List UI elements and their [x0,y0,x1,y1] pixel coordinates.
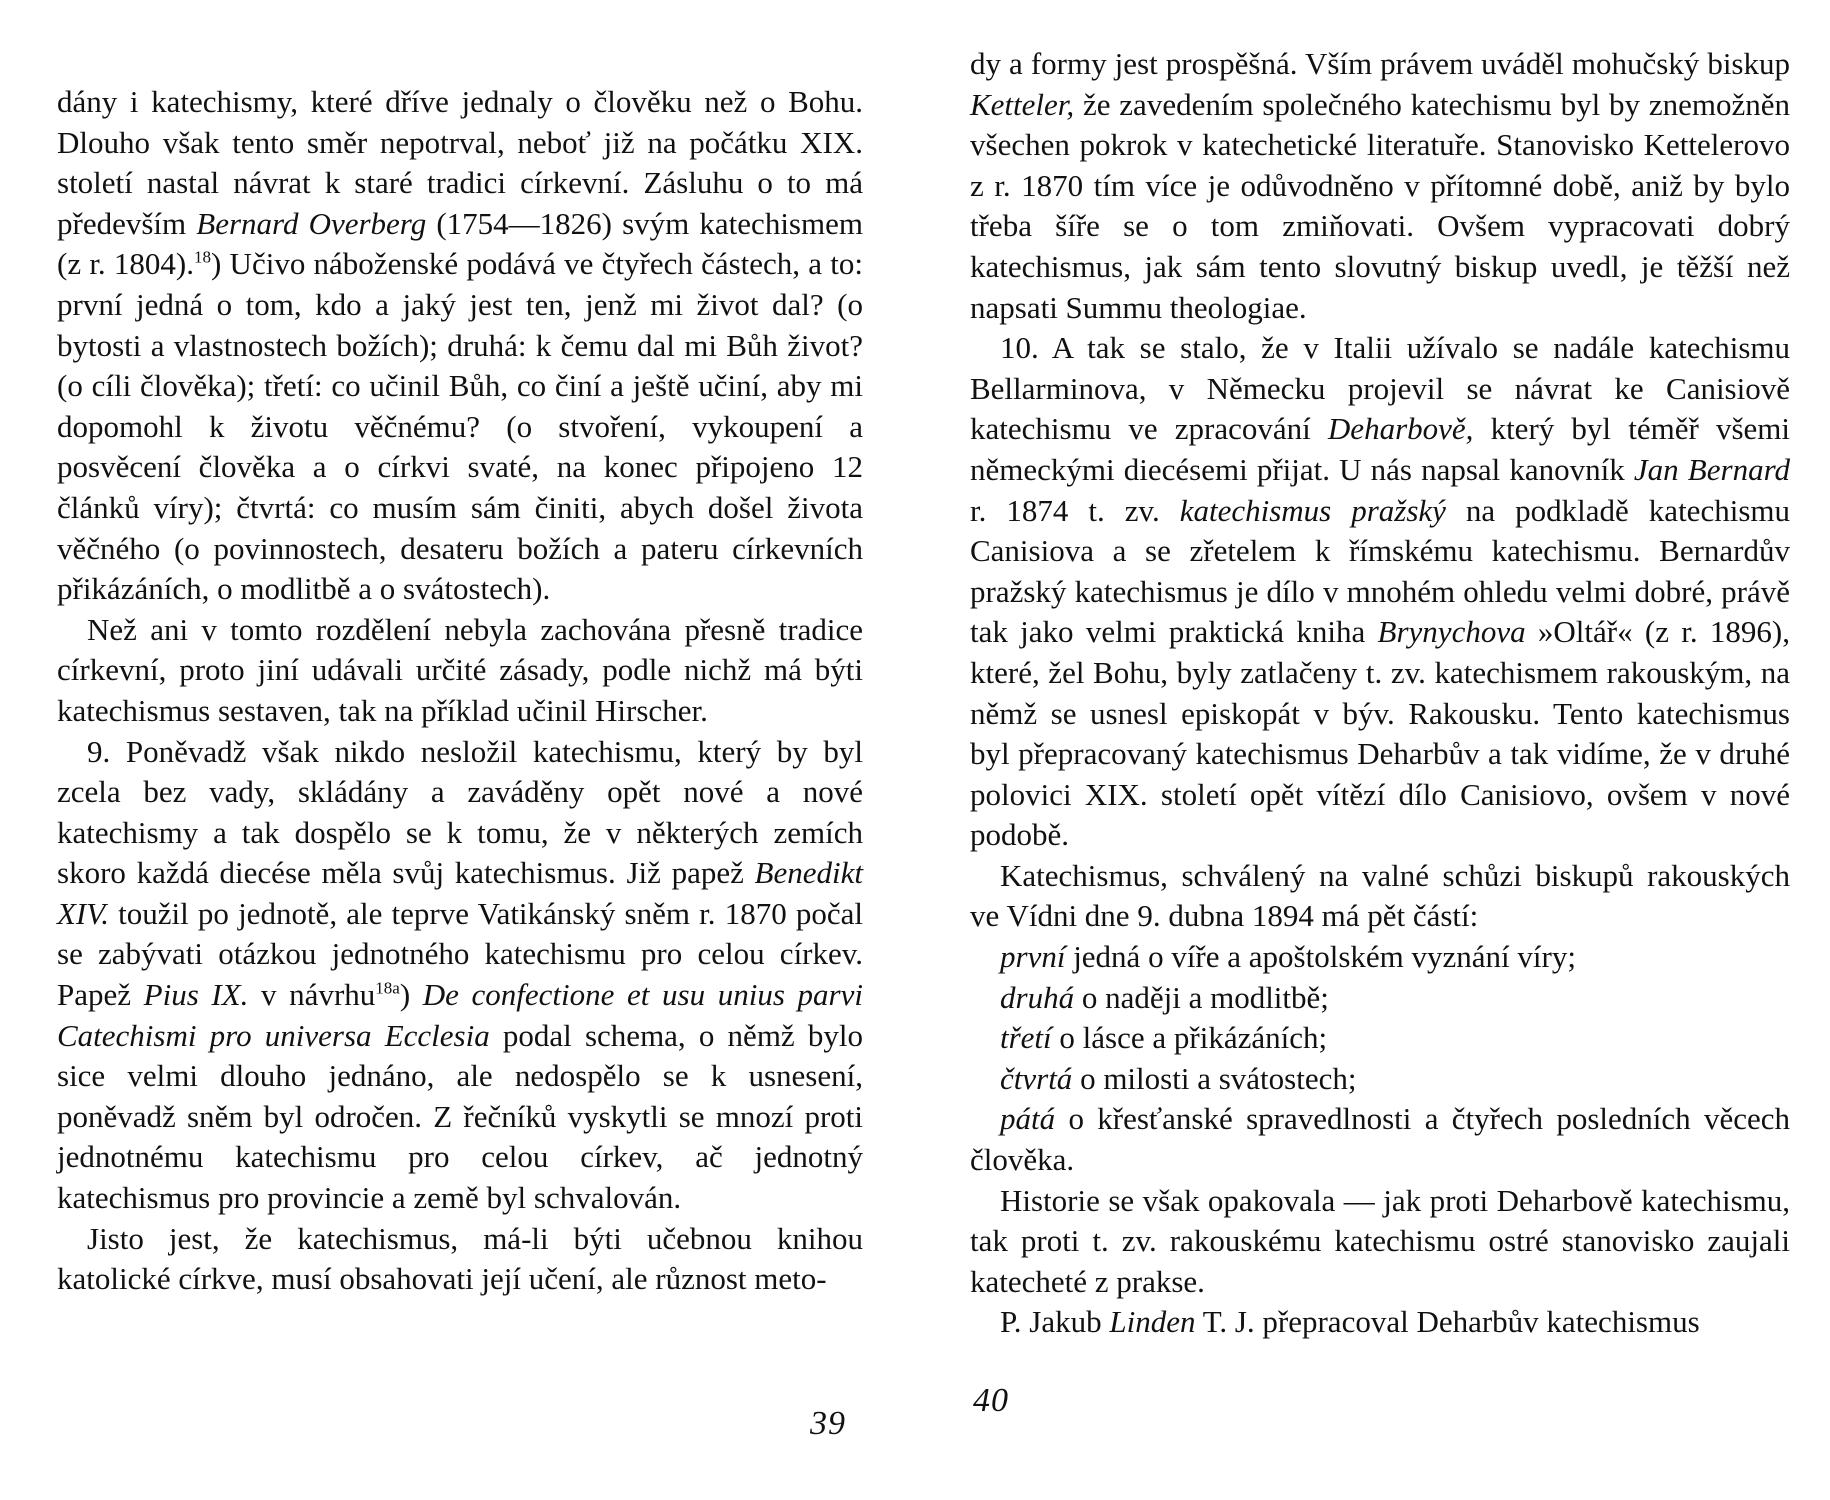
italic-name: Jan Bernard [1633,451,1790,487]
list-item-text: o milosti a svátostech; [1072,1060,1357,1096]
text-run: P. Jakub [1000,1304,1110,1340]
text-run: toužil po jednotě, ale teprve Vatikánský sněm r. 1870 počal se zabývati otázkou jednotného katechismu pro celou církev. Papež [57,895,863,1013]
italic-title: katechismus pražský [1179,492,1446,528]
text-run: »Oltář« (z r. 1896), které, žel Bohu, byly zatlačeny t. zv. katechismem rakouským, na němž se usnesl episkopát v býv. Rakousku. Tento katechismus byl přepracovaný katechismus Deharbův a tak vidíme, že v druhé polovici XIX. století opět vítězí dílo Canisiovo, ovšem v nové podobě. [970,614,1791,853]
text-run: Historie se však opakovala — jak proti Deharbově katechismu, tak proti t. zv. rakouskému katechismu ostré stanovisko zaujali katecheté z prakse. [970,1182,1790,1299]
page-number: 40 [973,1382,1009,1419]
list-item [970,1059,1790,1100]
list-item-text: o naději a modlitbě; [1074,979,1329,1015]
text-run: Než ani v tomto rozdělení nebyla zachována přesně tradice církevní, proto jiní udávali určité zásady, podle nichž má býti katechismus sestaven, tak na příklad učinil Hirscher. [57,611,863,728]
paragraph [970,328,1790,856]
right-page [915,0,1830,1500]
text-run: 10. A tak se stalo, že v Italii užívalo se nadále katechismu Bellarminova, v Německu projevil se návrat ke Canisiově katechismu ve zpracování [970,330,1790,447]
list-item [970,1099,1790,1180]
list-item-ordinal: pátá [1000,1101,1056,1137]
list-item-text: jedná o víře a apoštolském vyznání víry; [1065,939,1576,975]
text-run: na podkladě katechismu Canisiova a se zřetelem k římskému katechismu. Bernardův pražský katechismus je dílo v mnohém ohledu velmi dobré, právě tak jako velmi praktická kniha [970,492,1790,650]
italic-name: Brynychova [1377,614,1526,650]
italic-name: Deharbově, [1327,411,1474,447]
italic-name: Benedikt XIV. [57,855,863,931]
text-run: ) Učivo náboženské podává ve čtyřech částech, a to: první jedná o tom, kdo a jaký jest ten, jenž mi život dal? (o bytosti a vlastnostech božích); druhá: k čemu dal mi Bůh život? (o cíli člověka); třetí: co učinil Bůh, co činí a ještě učiní, aby mi dopomohl k životu věčnému? (o stvoření, vykoupení a posvěcení člověka a o církvi svaté, na konec připojeno 12 článků víry); čtvrtá: co musím sám činiti, abych došel života věčného (o povinnostech, desateru božích a pateru církevních přikázáních, o modlitbě a o svátostech). [57,246,863,607]
paragraph [970,44,1790,328]
text-run: T. J. přepracoval Deharbův katechismus [1195,1304,1700,1340]
footnote-marker: 18 [194,248,211,268]
text-run: podal schema, o němž bylo sice velmi dlouho jednáno, ale nedospělo se k usnesení, poněvadž sněm byl odročen. Z řečníků vyskytli se mnozí proti jednotnému katechismu pro celou církev, ač jednotný katechismus pro provincie a země byl schvalován. [57,1017,863,1216]
text-run: v návrhu [248,977,376,1013]
text-run: ) [399,977,423,1013]
right-page-text-column [970,44,1790,1343]
paragraph [57,732,863,1219]
italic-name: Ketteler, [970,86,1075,122]
list-item-text: o lásce a přikázáních; [1051,1020,1328,1056]
text-run: Jisto jest, že katechismus, má-li býti učebnou knihou katolické církve, musí obsahovati její učení, ale různost meto- [57,1220,863,1297]
list-item-ordinal: druhá [1000,979,1075,1015]
footnote-marker: 18a [375,978,400,998]
text-run: dány i katechismy, které dříve jednaly o člověku než o Bohu. Dlouho však tento směr nepotrval, neboť již na počátku XIX. století nastal návrat k staré tradici církevní. Zásluhu o to má především [57,84,863,241]
paragraph [970,1181,1790,1303]
paragraph [57,610,863,732]
page-number: 39 [810,1405,846,1442]
text-run: (1754—1826) svým katechismem (z r. 1804). [57,205,863,282]
paragraph [970,856,1790,937]
list-item [970,1018,1790,1059]
text-run: který byl téměř všemi německými diecésemi přijat. U nás napsal kanovník [970,411,1790,487]
text-run: že zavedením společného katechismu byl by znemožněn všechen pokrok v katechetické literatuře. Stanovisko Kettelerovo z r. 1870 tím více je odůvodněno v přítomné době, aniž by bylo třeba šíře se o tom zmiňovati. Ovšem vypracovati dobrý katechismus, jak sám tento slovutný biskup uvedl, je těžší než napsati Summu theologiae. [970,86,1790,325]
italic-name: Pius IX. [143,977,249,1013]
italic-name: Bernard Overberg [196,205,427,241]
text-run: r. 1874 t. zv. [970,492,1180,528]
paragraph [57,1219,863,1300]
left-page-text-column [57,82,863,1300]
text-run: 9. Poněvadž však nikdo nesložil katechismu, který by byl zcela bez vady, skládány a zaváděny opět nové a nové katechismy a tak dospělo se k tomu, že v některých zemích skoro každá diecése měla svůj katechismus. Již papež [57,733,863,891]
list-item [970,978,1790,1019]
list-item-ordinal: třetí [1000,1020,1052,1056]
text-run: dy a formy jest prospěšná. Vším právem uváděl mohučský biskup [970,46,1790,81]
list-item [970,937,1790,978]
italic-title: De confectione et usu unius parvi Catechismi pro universa Ecclesia [57,977,863,1053]
italic-name: Linden [1109,1304,1196,1340]
list-item-ordinal: čtvrtá [1000,1060,1073,1096]
list-item-text: o křesťanské spravedlnosti a čtyřech posledních věcech člověka. [970,1101,1790,1178]
list-item-ordinal: první [1000,939,1066,975]
paragraph [57,82,863,610]
paragraph [970,1302,1790,1343]
text-run: Katechismus, schválený na valné schůzi biskupů rakouských ve Vídni dne 9. dubna 1894 má pět částí: [970,857,1790,934]
